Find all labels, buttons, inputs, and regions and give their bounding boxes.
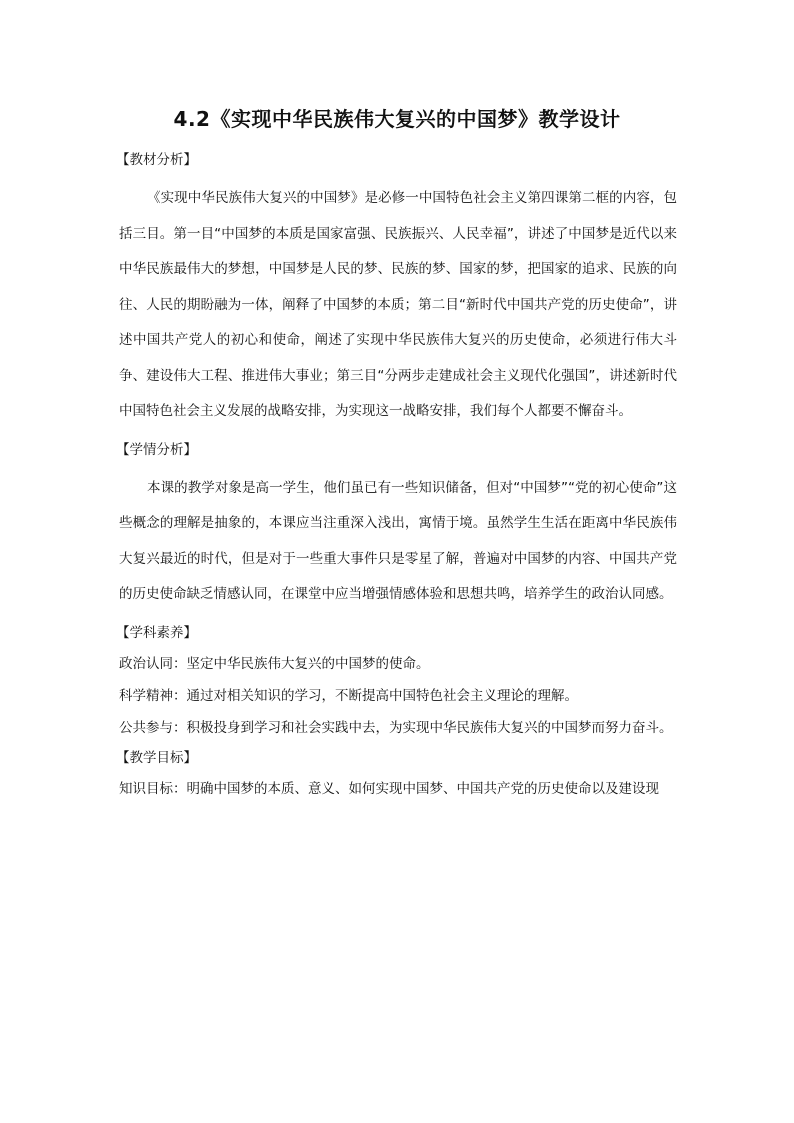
literacy-item-science: 科学精神：通过对相关知识的学习，不断提高中国特色社会主义理论的理解。	[119, 687, 578, 704]
literacy-item-public: 公共参与：积极投身到学习和社会实践中去，为实现中华民族伟大复兴的中国梦而努力奋斗。	[119, 719, 673, 736]
section-heading-goals: 【教学目标】	[116, 749, 197, 766]
paragraph-materials: 《实现中华民族伟大复兴的中国梦》是必修一中国特色社会主义第四课第二框的内容，包括三目。第一目“中国梦的本质是国家富强、民族振兴、人民幸福”，讲述了中国梦是近代以来中华民族最伟大的梦想，中国梦是人民的梦、民族的梦、国家的梦，把国家的追求、民族的向往、人民的期盼融为一体，阐释了中国梦的本质；第二目“新时代中国共产党的历史使命”，讲述中国共产党人的初心和使命，阐述了实现中华民族伟大复兴的历史使命，必须进行伟大斗争、建设伟大工程、推进伟大事业；第三目“分两步走建成社会主义现代化强国”，讲述新时代中国特色社会主义发展的战略安排，为实现这一战略安排，我们每个人都要不懈奋斗。	[119, 190, 677, 419]
section-heading-students: 【学情分析】	[116, 441, 197, 458]
paragraph-students: 本课的教学对象是高一学生，他们虽已有一些知识储备，但对“中国梦”“党的初心使命”这些概念的理解是抽象的，本课应当注重深入浅出，寓情于境。虽然学生生活在距离中华民族伟大复兴最近的时代，但是对于一些重大事件只是零星了解，普遍对中国梦的内容、中国共产党的历史使命缺乏情感认同，在课堂中应当增强情感体验和思想共鸣，培养学生的政治认同感。	[119, 479, 677, 602]
literacy-item-political: 政治认同：坚定中华民族伟大复兴的中国梦的使命。	[119, 655, 430, 672]
section-heading-literacy: 【学科素养】	[116, 624, 197, 641]
goal-item-knowledge: 知识目标：明确中国梦的本质、意义、如何实现中国梦、中国共产党的历史使命以及建设现	[119, 780, 659, 797]
document-title: 4.2《实现中华民族伟大复兴的中国梦》教学设计	[173, 107, 621, 131]
document-body	[116, 146, 677, 805]
section-heading-materials: 【教材分析】	[116, 152, 197, 168]
